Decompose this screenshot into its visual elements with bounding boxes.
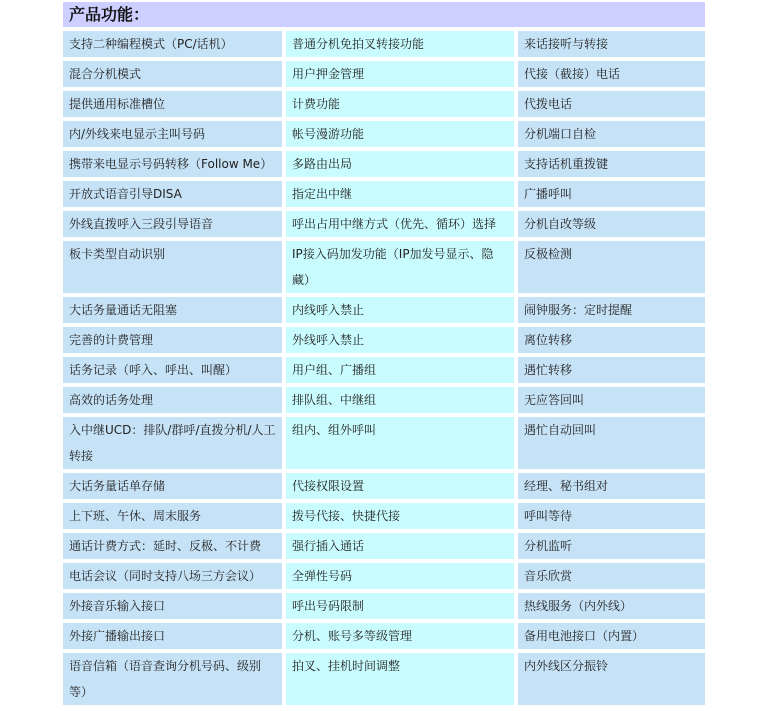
feature-cell: 高效的话务处理 (63, 387, 282, 413)
feature-cell: 外接音乐输入接口 (63, 593, 282, 619)
feature-cell: 代接权限设置 (282, 473, 514, 499)
table-row (63, 297, 705, 323)
feature-cell: 备用电池接口（内置） (514, 623, 705, 649)
feature-cell: 分机、账号多等级管理 (282, 623, 514, 649)
table-row (63, 623, 705, 649)
feature-cell: 音乐欣赏 (514, 563, 705, 589)
feature-cell: 排队组、中继组 (282, 387, 514, 413)
table-row (63, 61, 705, 87)
feature-cell: 用户押金管理 (282, 61, 514, 87)
feature-cell: 通话计费方式：延时、反极、不计费 (63, 533, 282, 559)
table-row (63, 121, 705, 147)
feature-cell: 支持二种编程模式（PC/话机） (63, 31, 282, 57)
table-row (63, 151, 705, 177)
feature-cell: 混合分机模式 (63, 61, 282, 87)
feature-cell: IP接入码加发功能（IP加发号显示、隐藏） (282, 241, 514, 293)
table-row (63, 181, 705, 207)
table-row (63, 211, 705, 237)
feature-cell: 提供通用标准槽位 (63, 91, 282, 117)
feature-cell: 话务记录（呼入、呼出、叫醒） (63, 357, 282, 383)
feature-cell: 代接（截接）电话 (514, 61, 705, 87)
feature-cell: 入中继UCD：排队/群呼/直拨分机/人工转接 (63, 417, 282, 469)
table-row (63, 31, 705, 57)
table-row (63, 563, 705, 589)
feature-cell: 多路由出局 (282, 151, 514, 177)
table-row (63, 533, 705, 559)
feature-cell: 遇忙自动回叫 (514, 417, 705, 469)
feature-cell: 大话务量通话无阻塞 (63, 297, 282, 323)
table-row (63, 503, 705, 529)
feature-cell: 经理、秘书组对 (514, 473, 705, 499)
feature-cell: 开放式语音引导DISA (63, 181, 282, 207)
feature-cell: 呼叫等待 (514, 503, 705, 529)
feature-cell: 全弹性号码 (282, 563, 514, 589)
features-table (63, 27, 705, 709)
feature-cell: 分机端口自检 (514, 121, 705, 147)
feature-cell: 分机监听 (514, 533, 705, 559)
product-features-section (63, 2, 705, 709)
feature-cell: 板卡类型自动识别 (63, 241, 282, 293)
feature-cell: 内/外线来电显示主叫号码 (63, 121, 282, 147)
feature-cell: 内线呼入禁止 (282, 297, 514, 323)
table-row (63, 327, 705, 353)
feature-cell: 大话务量话单存储 (63, 473, 282, 499)
feature-cell: 广播呼叫 (514, 181, 705, 207)
table-row (63, 417, 705, 469)
table-row (63, 241, 705, 293)
feature-cell: 拨号代接、快捷代接 (282, 503, 514, 529)
feature-cell: 离位转移 (514, 327, 705, 353)
feature-cell: 完善的计费管理 (63, 327, 282, 353)
table-row (63, 387, 705, 413)
section-title: 产品功能： (63, 2, 705, 27)
feature-cell: 内外线区分振铃 (514, 653, 705, 705)
feature-cell: 外线呼入禁止 (282, 327, 514, 353)
feature-cell: 组内、组外呼叫 (282, 417, 514, 469)
feature-cell: 呼出占用中继方式（优先、循环）选择 (282, 211, 514, 237)
table-row (63, 593, 705, 619)
feature-cell: 指定出中继 (282, 181, 514, 207)
feature-cell: 反极检测 (514, 241, 705, 293)
feature-cell: 电话会议（同时支持八场三方会议） (63, 563, 282, 589)
feature-cell: 无应答回叫 (514, 387, 705, 413)
feature-cell: 热线服务（内外线） (514, 593, 705, 619)
feature-cell: 闹钟服务：定时提醒 (514, 297, 705, 323)
feature-cell: 来话接听与转接 (514, 31, 705, 57)
table-row (63, 357, 705, 383)
feature-cell: 遇忙转移 (514, 357, 705, 383)
feature-cell: 计费功能 (282, 91, 514, 117)
feature-cell: 携带来电显示号码转移（Follow Me） (63, 151, 282, 177)
table-row (63, 653, 705, 705)
feature-cell: 帐号漫游功能 (282, 121, 514, 147)
table-row (63, 473, 705, 499)
feature-cell: 外线直拨呼入三段引导语音 (63, 211, 282, 237)
feature-cell: 支持话机重拨键 (514, 151, 705, 177)
feature-cell: 强行插入通话 (282, 533, 514, 559)
feature-cell: 拍叉、挂机时间调整 (282, 653, 514, 705)
features-table-body (63, 31, 705, 705)
feature-cell: 上下班、午休、周末服务 (63, 503, 282, 529)
feature-cell: 代拨电话 (514, 91, 705, 117)
feature-cell: 普通分机免拍叉转接功能 (282, 31, 514, 57)
table-row (63, 91, 705, 117)
feature-cell: 分机自改等级 (514, 211, 705, 237)
feature-cell: 呼出号码限制 (282, 593, 514, 619)
feature-cell: 用户组、广播组 (282, 357, 514, 383)
feature-cell: 语音信箱（语音查询分机号码、级别等） (63, 653, 282, 705)
feature-cell: 外接广播输出接口 (63, 623, 282, 649)
